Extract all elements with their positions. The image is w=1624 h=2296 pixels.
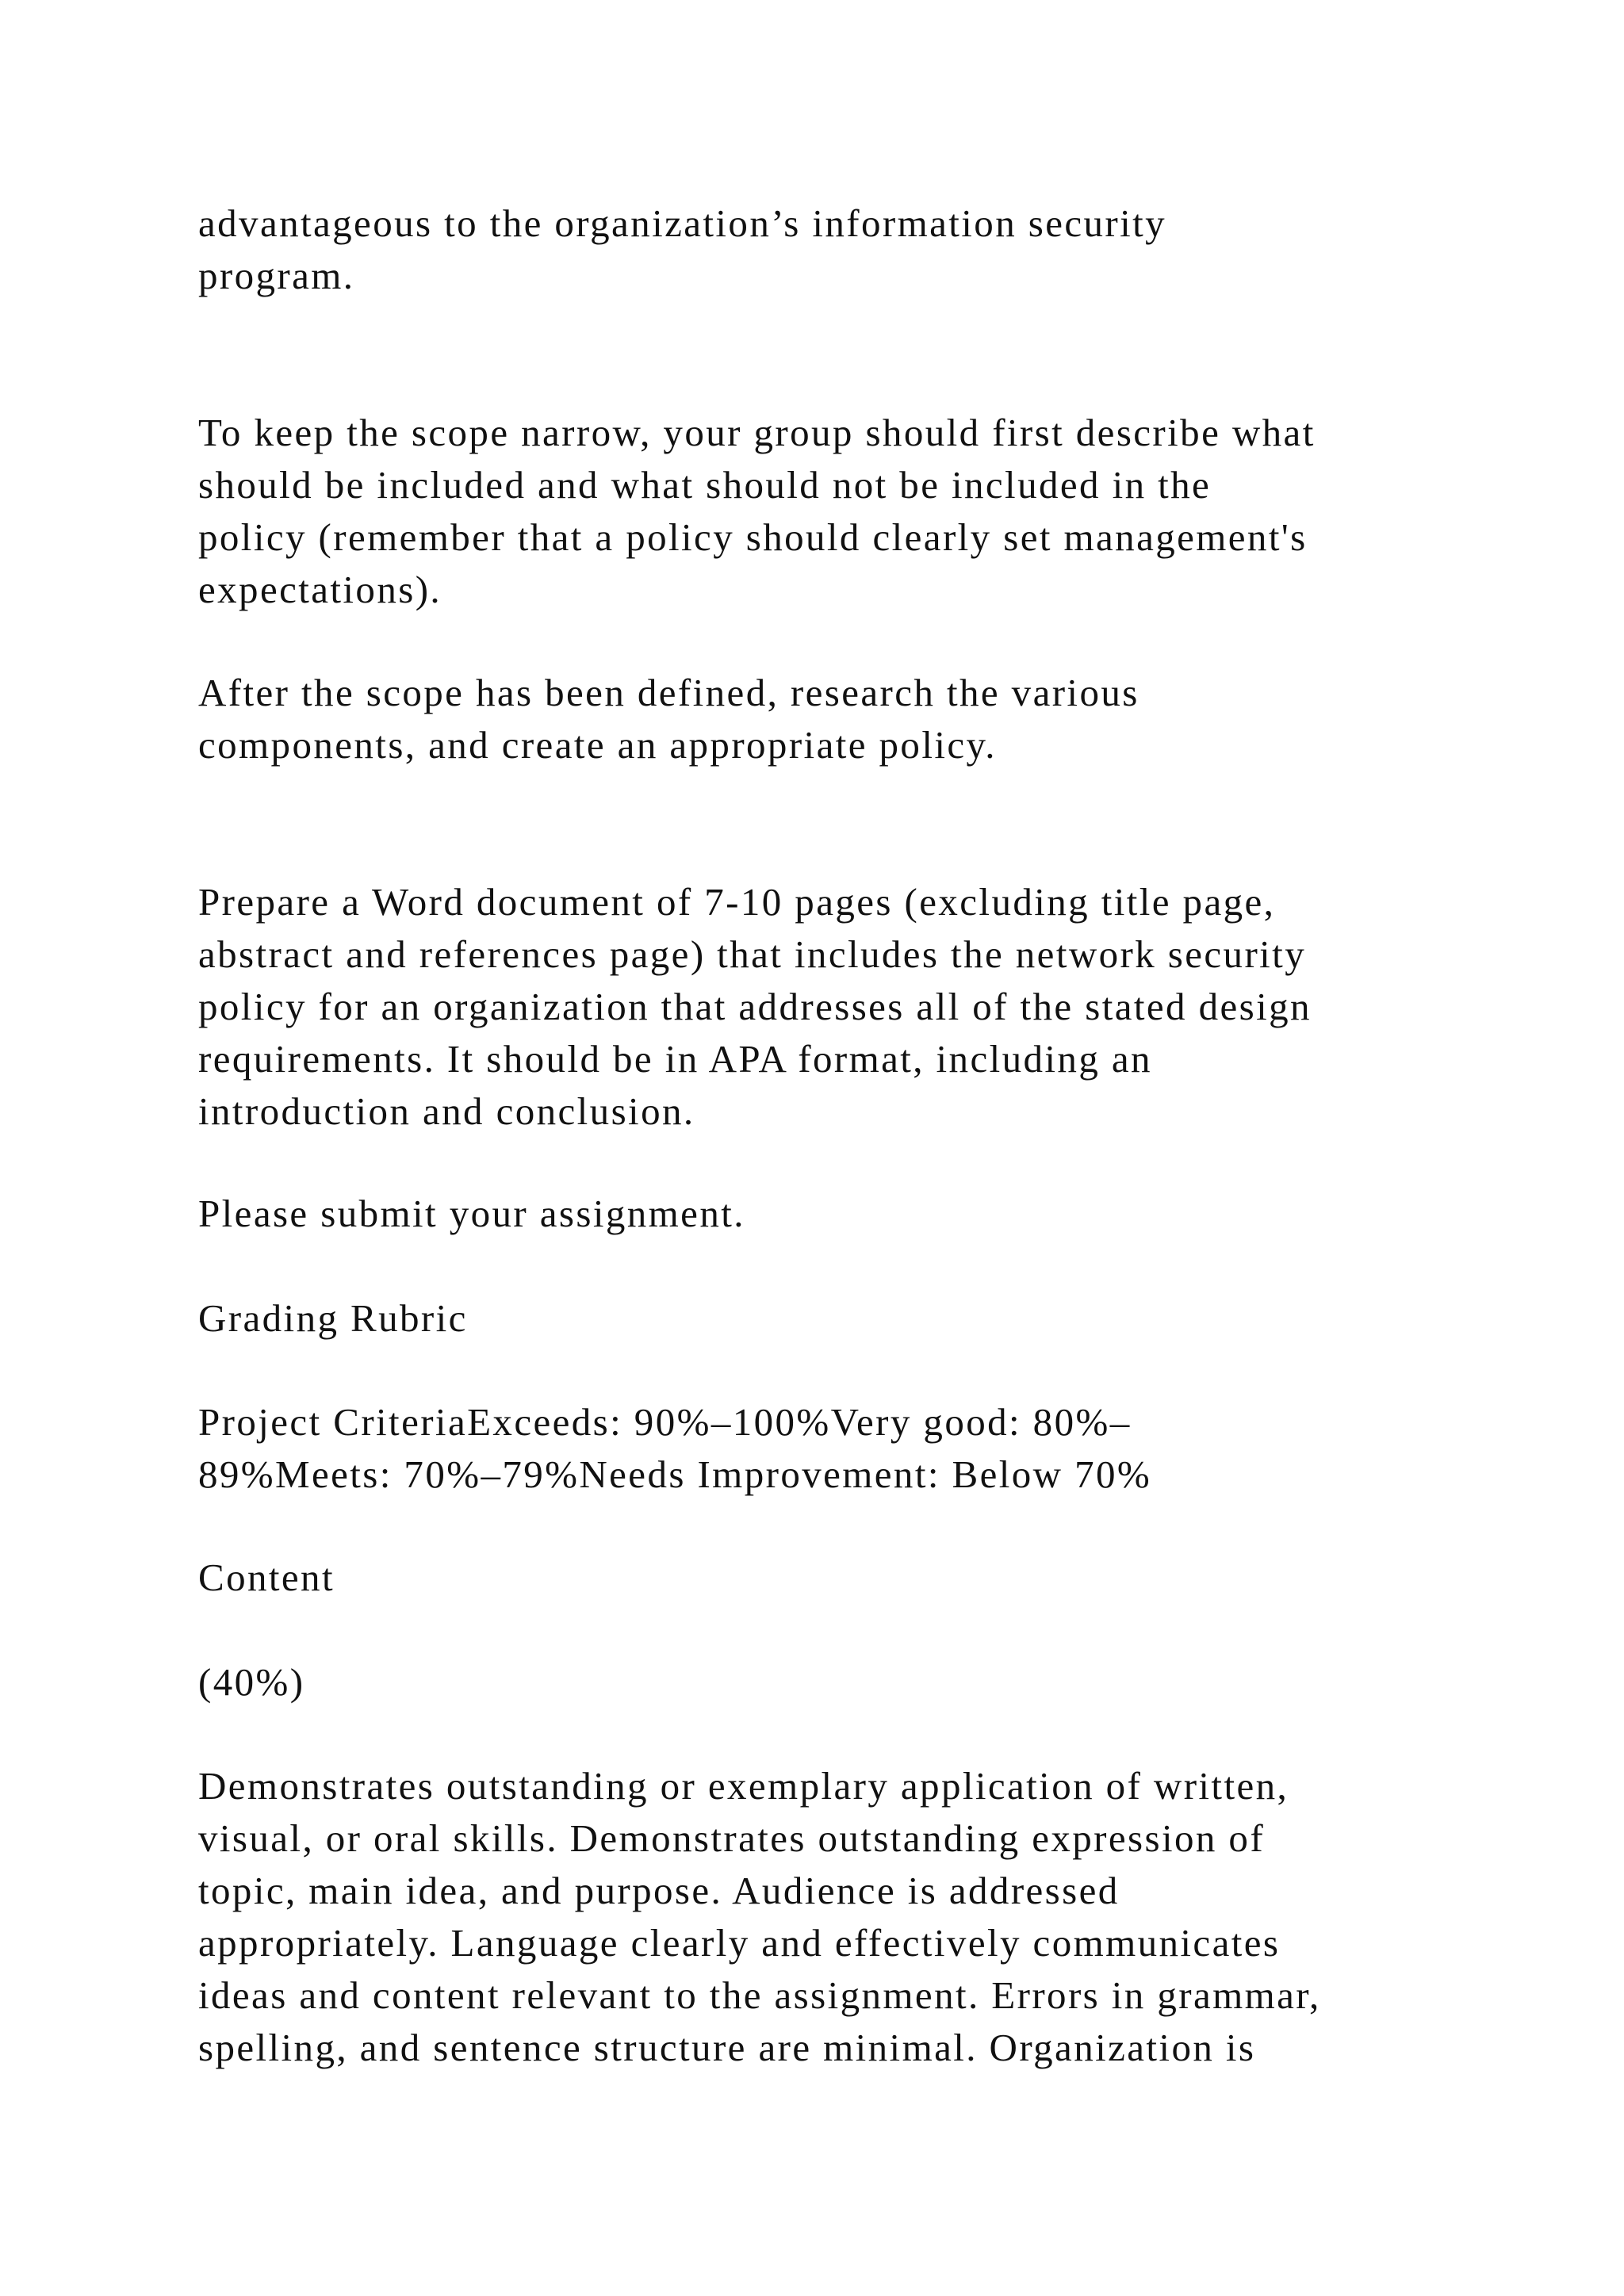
- text-line: Project CriteriaExceeds: 90%–100%Very good: 80%–: [198, 1400, 1132, 1444]
- paragraph-intro-continued: [198, 197, 1499, 302]
- text-line: Please submit your assignment.: [198, 1192, 745, 1235]
- text-line: requirements. It should be in APA format, including an: [198, 1037, 1152, 1081]
- text-line: Content: [198, 1556, 335, 1599]
- label-content: [198, 1552, 1499, 1604]
- text-line: expectations).: [198, 568, 442, 611]
- paragraph-project-criteria: [198, 1396, 1499, 1501]
- text-line: should be included and what should not be included in the: [198, 463, 1212, 507]
- paragraph-research: [198, 667, 1499, 771]
- paragraph-prepare-document: [198, 876, 1499, 1138]
- text-line: Demonstrates outstanding or exemplary application of written,: [198, 1764, 1289, 1808]
- text-line: Grading Rubric: [198, 1296, 468, 1340]
- text-line: 89%Meets: 70%–79%Needs Improvement: Below 70%: [198, 1452, 1152, 1496]
- paragraph-content-description: [198, 1760, 1499, 2074]
- text-line: components, and create an appropriate policy.: [198, 723, 997, 767]
- text-line: introduction and conclusion.: [198, 1089, 695, 1133]
- text-line: ideas and content relevant to the assignment. Errors in grammar,: [198, 1973, 1321, 2017]
- text-line: abstract and references page) that includes the network security: [198, 932, 1307, 976]
- text-line: advantageous to the organization’s information security: [198, 201, 1167, 245]
- text-line: After the scope has been defined, research the various: [198, 671, 1139, 714]
- text-line: policy (remember that a policy should clearly set management's: [198, 515, 1308, 559]
- text-line: appropriately. Language clearly and effectively communicates: [198, 1921, 1281, 1965]
- text-line: spelling, and sentence structure are minimal. Organization is: [198, 2026, 1256, 2069]
- text-line: Prepare a Word document of 7-10 pages (excluding title page,: [198, 880, 1276, 924]
- label-content-weight: [198, 1656, 1499, 1709]
- text-line: policy for an organization that addresses all of the stated design: [198, 985, 1312, 1028]
- text-line: program.: [198, 254, 355, 297]
- text-line: topic, main idea, and purpose. Audience is addressed: [198, 1869, 1120, 1912]
- paragraph-scope: [198, 407, 1499, 616]
- text-line: (40%): [198, 1660, 305, 1704]
- paragraph-submit: [198, 1188, 1499, 1240]
- heading-grading-rubric: [198, 1292, 1499, 1345]
- text-line: visual, or oral skills. Demonstrates outstanding expression of: [198, 1816, 1266, 1860]
- text-line: To keep the scope narrow, your group should first describe what: [198, 411, 1316, 454]
